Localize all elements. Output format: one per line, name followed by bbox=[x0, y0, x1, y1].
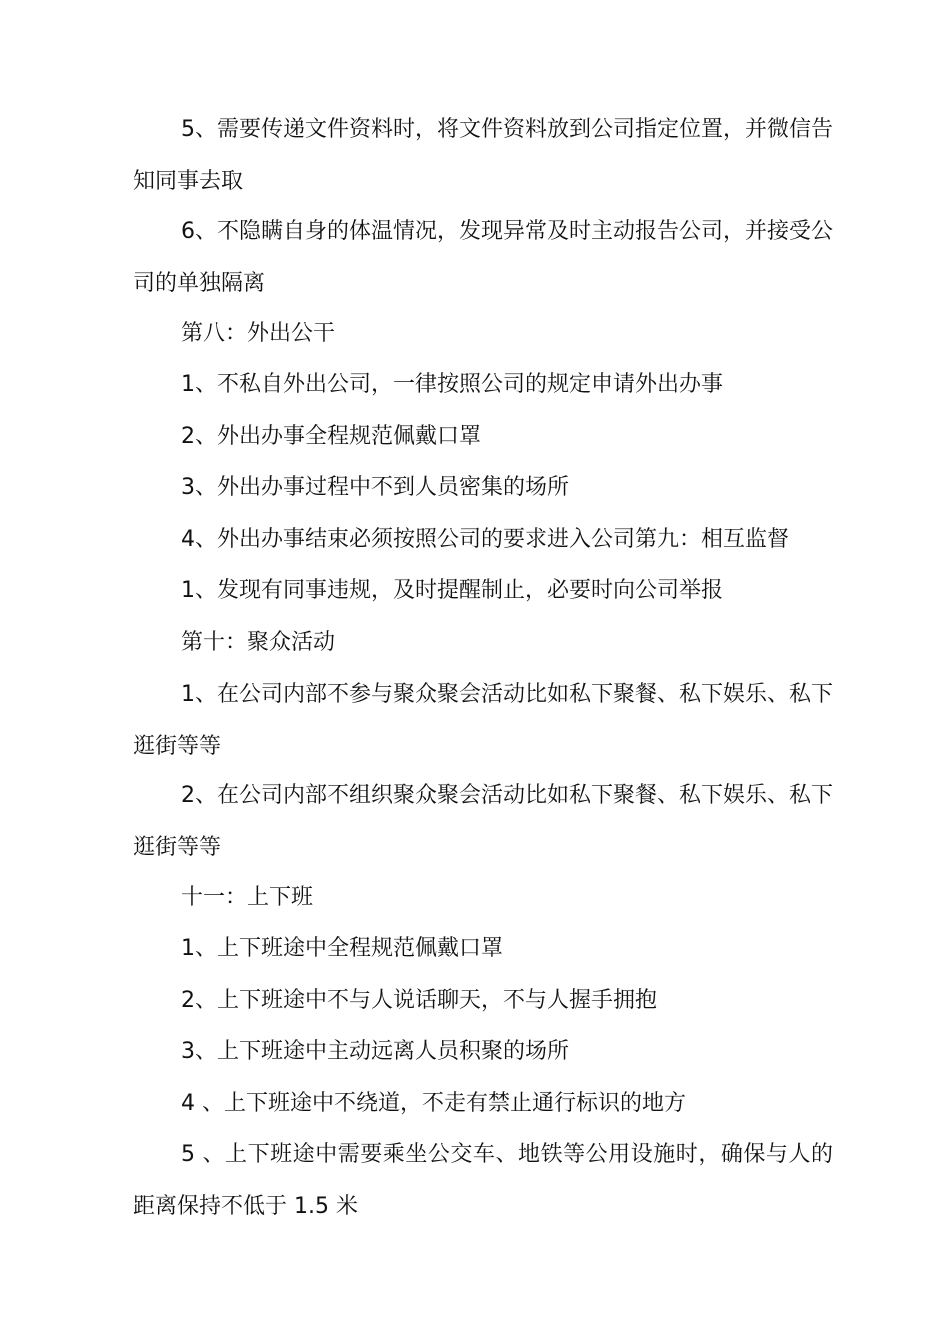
paragraph-item-8-1: 1、不私自外出公司，一律按照公司的规定申请外出办事 bbox=[181, 372, 723, 397]
paragraph-item-10-2: 2、在公司内部不组织聚众聚会活动比如私下聚餐、私下娱乐、私下逛街等等 bbox=[133, 783, 833, 860]
section-heading-10: 第十：聚众活动 bbox=[181, 630, 336, 655]
paragraph-item-10-1: 1、在公司内部不参与聚众聚会活动比如私下聚餐、私下娱乐、私下逛街等等 bbox=[133, 682, 833, 759]
paragraph-item-5-document-transfer: 5、需要传递文件资料时，将文件资料放到公司指定位置，并微信告知同事去取 bbox=[133, 117, 833, 194]
section-heading-8: 第八：外出公干 bbox=[181, 321, 336, 346]
paragraph-item-11-1: 1、上下班途中全程规范佩戴口罩 bbox=[181, 936, 503, 961]
paragraph-item-8-3: 3、外出办事过程中不到人员密集的场所 bbox=[181, 475, 569, 500]
paragraph-item-11-5: 5 、上下班途中需要乘坐公交车、地铁等公用设施时，确保与人的距离保持不低于 1.5 米 bbox=[133, 1142, 833, 1219]
section-heading-11: 十一：上下班 bbox=[181, 885, 314, 910]
paragraph-item-11-4: 4 、上下班途中不绕道，不走有禁止通行标识的地方 bbox=[181, 1091, 686, 1116]
paragraph-item-6-temperature-report: 6、不隐瞒自身的体温情况，发现异常及时主动报告公司，并接受公司的单独隔离 bbox=[133, 219, 833, 296]
paragraph-item-11-3: 3、上下班途中主动远离人员积聚的场所 bbox=[181, 1039, 569, 1064]
paragraph-item-9-1: 1、发现有同事违规，及时提醒制止，必要时向公司举报 bbox=[181, 578, 723, 603]
paragraph-item-8-4: 4、外出办事结束必须按照公司的要求进入公司第九：相互监督 bbox=[181, 527, 789, 552]
paragraph-item-11-2: 2、上下班途中不与人说话聊天，不与人握手拥抱 bbox=[181, 988, 657, 1013]
paragraph-item-8-2: 2、外出办事全程规范佩戴口罩 bbox=[181, 424, 481, 449]
